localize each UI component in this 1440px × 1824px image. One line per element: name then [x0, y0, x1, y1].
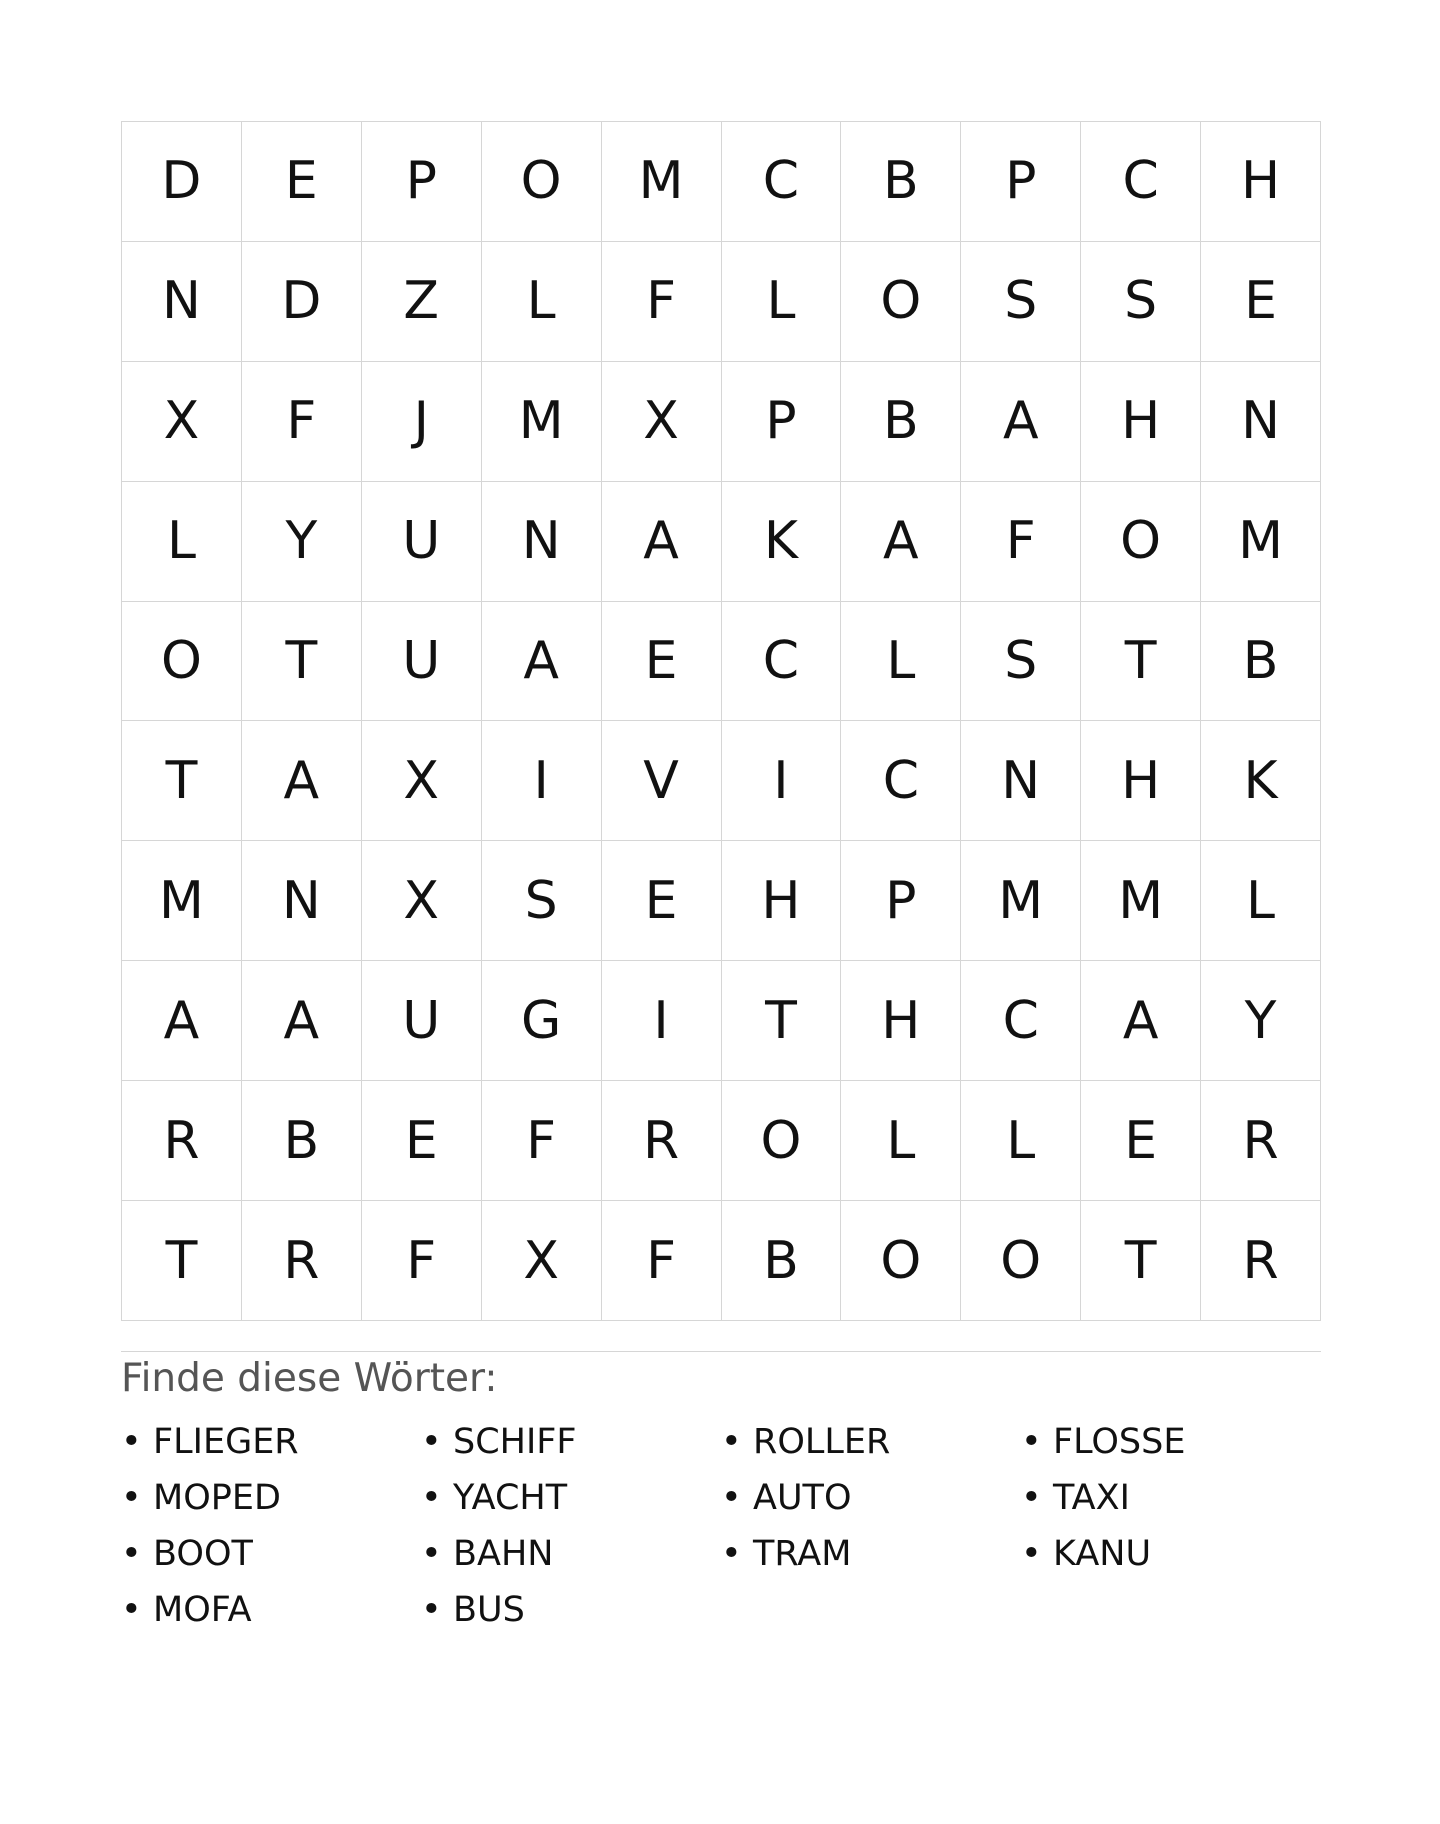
- grid-cell[interactable]: R: [122, 1081, 242, 1201]
- bullet: •: [421, 1422, 442, 1462]
- grid-cell[interactable]: L: [841, 602, 961, 722]
- grid-cell[interactable]: E: [1081, 1081, 1201, 1201]
- grid-cell[interactable]: C: [722, 122, 842, 242]
- bullet: •: [421, 1478, 442, 1518]
- grid-cell[interactable]: X: [602, 362, 722, 482]
- grid-cell[interactable]: L: [961, 1081, 1081, 1201]
- word-label: BOOT: [153, 1534, 253, 1574]
- grid-cell[interactable]: E: [362, 1081, 482, 1201]
- word-list-item: [1021, 1470, 1321, 1526]
- grid-cell[interactable]: O: [482, 122, 602, 242]
- grid-cell[interactable]: H: [1201, 122, 1321, 242]
- grid-cell[interactable]: H: [1081, 721, 1201, 841]
- bullet: •: [121, 1534, 142, 1574]
- grid-cell[interactable]: T: [122, 1201, 242, 1321]
- grid-cell[interactable]: L: [482, 242, 602, 362]
- grid-cell[interactable]: P: [362, 122, 482, 242]
- bullet: •: [1021, 1534, 1042, 1574]
- grid-cell[interactable]: B: [841, 122, 961, 242]
- grid-cell[interactable]: L: [841, 1081, 961, 1201]
- grid-cell[interactable]: L: [722, 242, 842, 362]
- grid-cell[interactable]: M: [122, 841, 242, 961]
- grid-cell[interactable]: S: [482, 841, 602, 961]
- grid-cell[interactable]: O: [122, 602, 242, 722]
- grid-cell[interactable]: N: [482, 482, 602, 602]
- grid-cell[interactable]: M: [602, 122, 722, 242]
- puzzle-page: [121, 121, 1321, 1638]
- grid-cell[interactable]: A: [242, 961, 362, 1081]
- word-list-item: [121, 1414, 421, 1470]
- word-list-item: [121, 1526, 421, 1582]
- grid-cell[interactable]: X: [482, 1201, 602, 1321]
- word-list-item: [721, 1526, 1021, 1582]
- grid-cell[interactable]: U: [362, 482, 482, 602]
- grid-cell[interactable]: J: [362, 362, 482, 482]
- grid-cell[interactable]: S: [961, 242, 1081, 362]
- grid-cell[interactable]: X: [122, 362, 242, 482]
- grid-cell[interactable]: M: [482, 362, 602, 482]
- grid-cell[interactable]: A: [1081, 961, 1201, 1081]
- grid-cell[interactable]: F: [242, 362, 362, 482]
- grid-cell[interactable]: I: [722, 721, 842, 841]
- grid-cell[interactable]: A: [961, 362, 1081, 482]
- grid-cell[interactable]: N: [242, 841, 362, 961]
- bullet: •: [721, 1478, 742, 1518]
- word-label: SCHIFF: [453, 1422, 577, 1462]
- grid-cell[interactable]: U: [362, 602, 482, 722]
- grid-cell[interactable]: T: [1081, 602, 1201, 722]
- grid-cell[interactable]: H: [1081, 362, 1201, 482]
- grid-cell[interactable]: Y: [242, 482, 362, 602]
- grid-cell[interactable]: B: [242, 1081, 362, 1201]
- grid-cell[interactable]: E: [602, 841, 722, 961]
- grid-cell[interactable]: B: [722, 1201, 842, 1321]
- grid-cell[interactable]: X: [362, 841, 482, 961]
- grid-cell[interactable]: O: [841, 242, 961, 362]
- grid-cell[interactable]: Z: [362, 242, 482, 362]
- divider: [121, 1351, 1321, 1352]
- grid-cell[interactable]: T: [122, 721, 242, 841]
- grid-cell[interactable]: S: [1081, 242, 1201, 362]
- grid-cell[interactable]: O: [722, 1081, 842, 1201]
- word-list: [121, 1414, 1321, 1638]
- grid-cell[interactable]: H: [841, 961, 961, 1081]
- word-list-item: [721, 1414, 1021, 1470]
- grid-cell[interactable]: U: [362, 961, 482, 1081]
- grid-cell[interactable]: S: [961, 602, 1081, 722]
- word-list-item: [421, 1470, 721, 1526]
- grid-cell[interactable]: H: [722, 841, 842, 961]
- grid-cell[interactable]: C: [841, 721, 961, 841]
- grid-cell[interactable]: F: [482, 1081, 602, 1201]
- word-label: KANU: [1053, 1534, 1152, 1574]
- word-label: BUS: [453, 1590, 525, 1630]
- grid-cell[interactable]: P: [722, 362, 842, 482]
- word-label: BAHN: [453, 1534, 554, 1574]
- bullet: •: [121, 1478, 142, 1518]
- word-list-item: [1021, 1526, 1321, 1582]
- grid-cell[interactable]: F: [602, 1201, 722, 1321]
- grid-cell[interactable]: E: [602, 602, 722, 722]
- grid-cell[interactable]: K: [722, 482, 842, 602]
- bullet: •: [1021, 1478, 1042, 1518]
- word-label: MOPED: [153, 1478, 281, 1518]
- grid-cell[interactable]: C: [722, 602, 842, 722]
- grid-cell[interactable]: D: [242, 242, 362, 362]
- word-list-item: [421, 1526, 721, 1582]
- grid-cell[interactable]: O: [1081, 482, 1201, 602]
- grid-cell[interactable]: K: [1201, 721, 1321, 841]
- grid-cell[interactable]: B: [1201, 602, 1321, 722]
- grid-cell[interactable]: C: [961, 961, 1081, 1081]
- grid-cell[interactable]: R: [1201, 1201, 1321, 1321]
- word-label: FLIEGER: [153, 1422, 299, 1462]
- grid-cell[interactable]: X: [362, 721, 482, 841]
- bullet: •: [121, 1590, 142, 1630]
- grid-cell[interactable]: O: [841, 1201, 961, 1321]
- grid-cell[interactable]: D: [122, 122, 242, 242]
- letter-grid: [121, 121, 1321, 1321]
- grid-cell[interactable]: T: [242, 602, 362, 722]
- grid-cell[interactable]: I: [602, 961, 722, 1081]
- grid-cell[interactable]: N: [122, 242, 242, 362]
- bullet: •: [421, 1534, 442, 1574]
- grid-cell[interactable]: R: [602, 1081, 722, 1201]
- grid-cell[interactable]: O: [961, 1201, 1081, 1321]
- grid-cell[interactable]: T: [1081, 1201, 1201, 1321]
- grid-cell[interactable]: Y: [1201, 961, 1321, 1081]
- grid-cell[interactable]: M: [1201, 482, 1321, 602]
- grid-cell[interactable]: N: [1201, 362, 1321, 482]
- word-label: AUTO: [753, 1478, 852, 1518]
- bullet: •: [421, 1590, 442, 1630]
- word-list-item: [1021, 1414, 1321, 1470]
- grid-cell[interactable]: M: [961, 841, 1081, 961]
- bullet: •: [721, 1534, 742, 1574]
- grid-cell[interactable]: F: [362, 1201, 482, 1321]
- word-label: ROLLER: [753, 1422, 891, 1462]
- bullet: •: [121, 1422, 142, 1462]
- grid-cell[interactable]: P: [841, 841, 961, 961]
- grid-cell[interactable]: M: [1081, 841, 1201, 961]
- grid-cell[interactable]: I: [482, 721, 602, 841]
- grid-cell[interactable]: F: [602, 242, 722, 362]
- grid-cell[interactable]: E: [242, 122, 362, 242]
- grid-cell[interactable]: L: [122, 482, 242, 602]
- grid-cell[interactable]: A: [242, 721, 362, 841]
- word-label: YACHT: [453, 1478, 568, 1518]
- word-label: MOFA: [153, 1590, 252, 1630]
- grid-cell[interactable]: N: [961, 721, 1081, 841]
- word-list-item: [421, 1582, 721, 1638]
- grid-cell[interactable]: R: [242, 1201, 362, 1321]
- word-label: FLOSSE: [1053, 1422, 1186, 1462]
- grid-cell[interactable]: L: [1201, 841, 1321, 961]
- word-list-item: [721, 1470, 1021, 1526]
- grid-cell[interactable]: R: [1201, 1081, 1321, 1201]
- grid-cell[interactable]: E: [1201, 242, 1321, 362]
- grid-cell[interactable]: G: [482, 961, 602, 1081]
- grid-cell[interactable]: F: [961, 482, 1081, 602]
- word-label: TAXI: [1053, 1478, 1130, 1518]
- grid-cell[interactable]: V: [602, 721, 722, 841]
- grid-cell[interactable]: P: [961, 122, 1081, 242]
- word-label: TRAM: [753, 1534, 852, 1574]
- grid-cell[interactable]: C: [1081, 122, 1201, 242]
- bullet: •: [721, 1422, 742, 1462]
- word-list-heading: Finde diese Wörter:: [121, 1356, 498, 1401]
- bullet: •: [1021, 1422, 1042, 1462]
- word-list-item: [121, 1582, 421, 1638]
- grid-cell[interactable]: A: [841, 482, 961, 602]
- grid-cell[interactable]: T: [722, 961, 842, 1081]
- grid-cell[interactable]: A: [602, 482, 722, 602]
- grid-cell[interactable]: A: [122, 961, 242, 1081]
- word-list-item: [421, 1414, 721, 1470]
- word-list-item: [121, 1470, 421, 1526]
- grid-cell[interactable]: B: [841, 362, 961, 482]
- grid-cell[interactable]: A: [482, 602, 602, 722]
